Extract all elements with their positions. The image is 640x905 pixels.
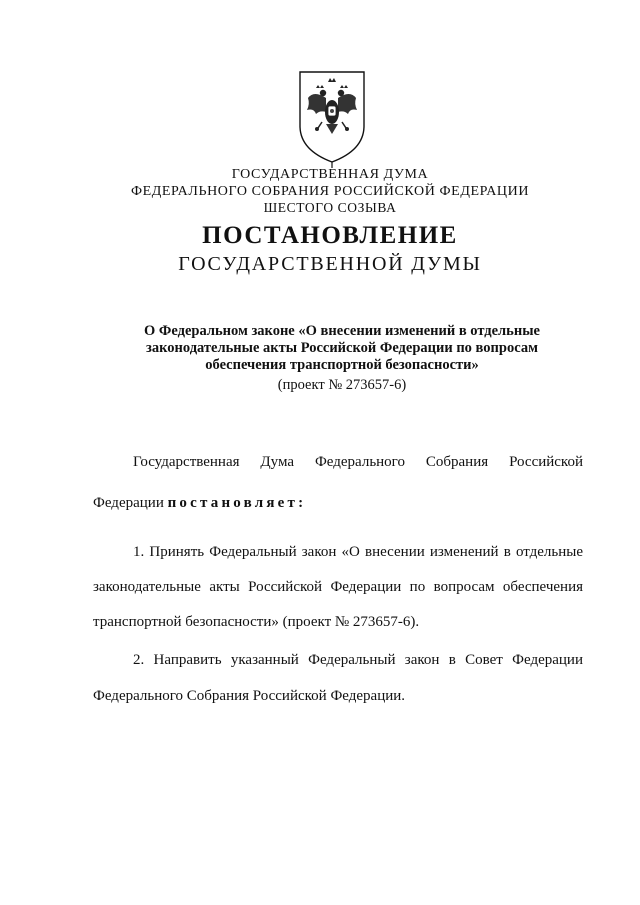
organization-parent: ФЕДЕРАЛЬНОГО СОБРАНИЯ РОССИЙСКОЙ ФЕДЕРАЦИИ xyxy=(130,184,530,199)
item-1-line: законодательные акты Российской Федерации по вопросам обеспечения xyxy=(93,579,583,595)
item-2-line: Федерального Собрания Российской Федерации. xyxy=(93,688,406,704)
project-number: (проект № 273657-6) xyxy=(277,377,407,393)
coat-of-arms-icon xyxy=(292,68,372,168)
item-2-line: 2. Направить указанный Федеральный закон в Совет Федерации xyxy=(133,652,583,668)
item-1-line: транспортной безопасности» (проект № 273657-6). xyxy=(93,614,420,630)
document-type-subtitle: ГОСУДАРСТВЕННОЙ ДУМЫ xyxy=(178,253,482,275)
convocation: ШЕСТОГО СОЗЫВА xyxy=(263,200,397,215)
document-type: ПОСТАНОВЛЕНИЕ xyxy=(202,222,458,249)
document-title xyxy=(22,323,640,374)
intro-line: Государственная Дума Федерального Собрания Российской xyxy=(133,454,583,470)
resolves-word: постановляет: xyxy=(167,495,307,511)
document-title-line: обеспечения транспортной безопасности» xyxy=(205,357,479,373)
intro-line xyxy=(93,494,306,513)
item-1-line: 1. Принять Федеральный закон «О внесении изменений в отдельные xyxy=(133,544,583,560)
intro-line-start: Федерации xyxy=(93,495,164,511)
organization-name: ГОСУДАРСТВЕННАЯ ДУМА xyxy=(231,167,429,182)
document-title-line: О Федеральном законе «О внесении изменений в отдельные xyxy=(144,323,540,339)
document-title-line: законодательные акты Российской Федерации по вопросам xyxy=(146,340,538,356)
